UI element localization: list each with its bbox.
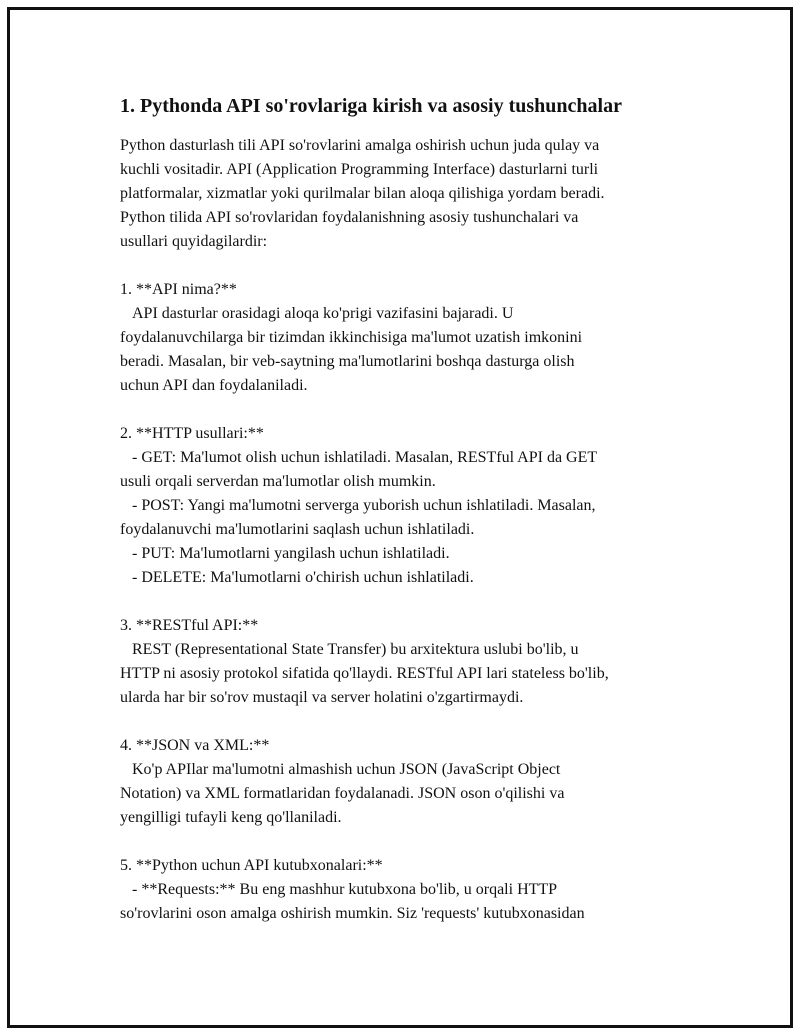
section-title-json-xml: 4. **JSON va XML:** (120, 737, 270, 754)
intro-paragraph: Python dasturlash tili API so'rovlarini amalga oshirish uchun juda qulay va kuchli vositadir. API (Application Programming Interface) dasturlarni turli platformalar, xizmatlar yoki qurilmalar bilan aloqa qilishiga yordam beradi. Python tilida API so'rovlaridan foydalanishning asosiy tushunchalari va usullari quyidagilardir: (120, 137, 605, 250)
section-body-json-xml: Ko'p APIlar ma'lumotni almashish uchun JSON (JavaScript Object Notation) va XML formatlaridan foydalanadi. JSON oson o'qilishi va yengilligi tufayli keng qo'llaniladi. (120, 761, 565, 826)
section-title-restful-api: 3. **RESTful API:** (120, 617, 259, 634)
section-title-api-nima: 1. **API nima?** (120, 281, 237, 298)
section-title-http-usullari: 2. **HTTP usullari:** (120, 425, 264, 442)
document-page (7, 7, 793, 1028)
document-content (120, 93, 700, 926)
section-body-python-kutubxonalari: - **Requests:** Bu eng mashhur kutubxona bo'lib, u orqali HTTP so'rovlarini oson amalga oshirish mumkin. Siz 'requests' kutubxonasidan (120, 881, 585, 922)
page-title: 1. Pythonda API so'rovlariga kirish va asosiy tushunchalar (120, 95, 622, 117)
section-title-python-kutubxonalari: 5. **Python uchun API kutubxonalari:** (120, 857, 383, 874)
section-body-api-nima: API dasturlar orasidagi aloqa ko'prigi vazifasini bajaradi. U foydalanuvchilarga bir tizimdan ikkinchisiga ma'lumot uzatish imkonini beradi. Masalan, bir veb-saytning ma'lumotlarini boshqa dasturga olish uchun API dan foydalaniladi. (120, 305, 583, 394)
section-body-restful-api: REST (Representational State Transfer) bu arxitektura uslubi bo'lib, u HTTP ni asosiy protokol sifatida qo'llaydi. RESTful API lari stateless bo'lib, ularda har bir so'rov mustaqil va server holatini o'zgartirmaydi. (120, 641, 609, 706)
section-body-http-usullari: - GET: Ma'lumot olish uchun ishlatiladi. Masalan, RESTful API da GET usuli orqali serverdan ma'lumotlar olish mumkin. - POST: Yangi ma'lumotni serverga yuborish uchun ishlatiladi. Masalan, foydalanuvchi ma'lumotlarini saqlash uchun ishlatiladi. - PUT: Ma'lumotlarni yangilash uchun ishlatiladi. - DELETE: Ma'lumotlarni o'chirish uchun ishlatiladi. (120, 449, 598, 586)
